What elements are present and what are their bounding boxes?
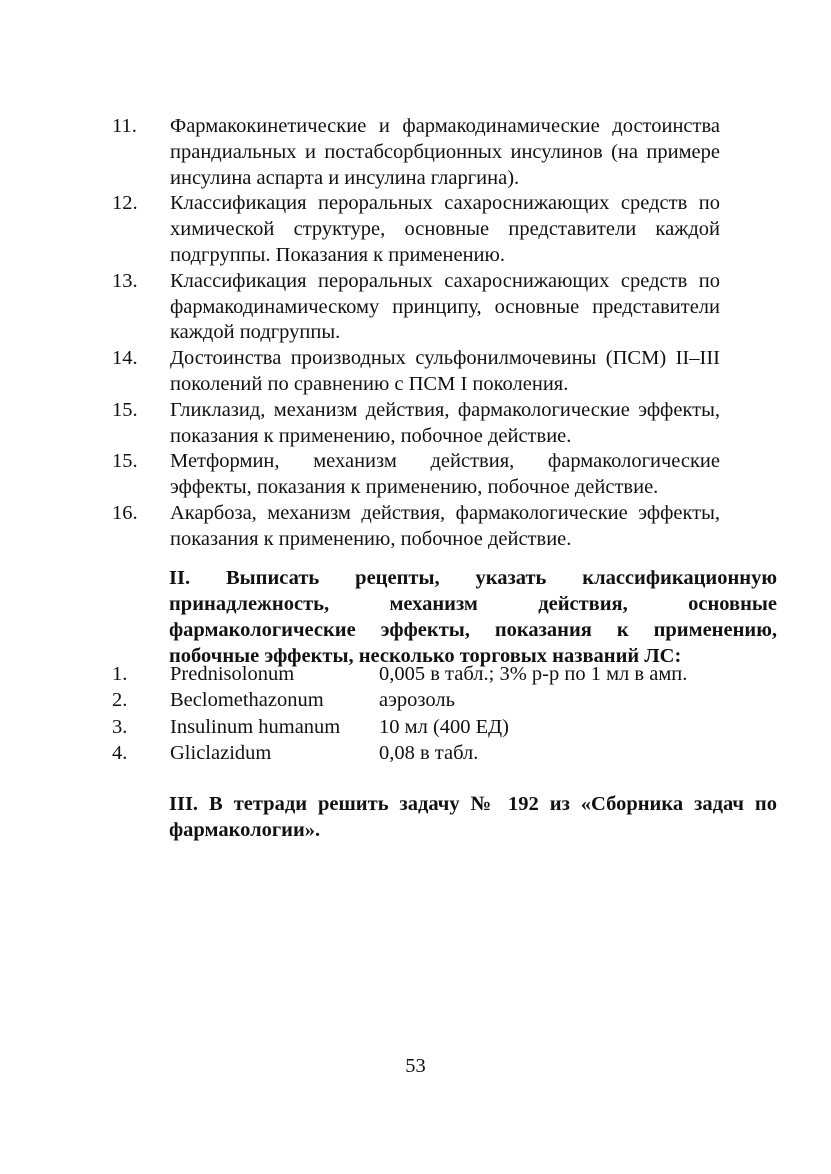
- section-3-title: III. В тетради решить задачу № 192 из «Сборника задач по фармакологии».: [169, 793, 777, 841]
- drug-form: 10 мл (400 ЕД): [379, 715, 509, 738]
- item-number: 4.: [112, 742, 128, 765]
- item-number: 2.: [112, 689, 128, 712]
- list-item: [112, 114, 720, 191]
- item-number: 1.: [112, 663, 128, 685]
- item-number: 12.: [112, 192, 138, 215]
- item-text: Фармакокинетические и фармакодинамические достоинства прандиальных и постабсорбционных инсулинов (на примере инсулина аспарта и инсулина гларгина).: [170, 115, 720, 189]
- item-text: Достоинства производных сульфонилмочевины (ПСМ) II–III поколений по сравнению с ПСМ I поколения.: [170, 347, 720, 395]
- list-item: [112, 501, 720, 553]
- list-item: [112, 346, 720, 398]
- questions-list: [112, 114, 720, 553]
- drug-name: Prednisolonum: [170, 663, 295, 685]
- table-row: [112, 661, 720, 687]
- drug-form: 0,08 в табл.: [379, 742, 479, 765]
- table-row: [112, 687, 720, 713]
- item-number: 15.: [112, 450, 138, 473]
- item-text: Классификация пероральных сахароснижающих средств по фармакодинамическому принципу, основные представители каждой подгруппы.: [170, 269, 720, 344]
- item-text: Гликлазид, механизм действия, фармакологические эффекты, показания к применению, побочное действие.: [170, 398, 720, 447]
- table-row: [112, 740, 720, 766]
- list-item: [112, 191, 720, 268]
- item-text: Метформин, механизм действия, фармакологические эффекты, показания к применению, побочное действие.: [170, 450, 720, 499]
- drug-form: аэрозоль: [379, 689, 455, 712]
- item-text: Акарбоза, механизм действия, фармакологические эффекты, показания к применению, побочное действие.: [170, 501, 720, 550]
- item-number: 3.: [112, 715, 128, 738]
- drug-name: Insulinum humanum: [170, 715, 341, 738]
- list-item: [112, 269, 720, 346]
- drug-name: Gliclazidum: [170, 742, 272, 765]
- item-number: 11.: [112, 115, 137, 137]
- prescriptions-list: [112, 661, 720, 767]
- table-row: [112, 714, 720, 740]
- page-number: 53: [405, 1055, 426, 1077]
- item-text: Классификация пероральных сахароснижающих средств по химической структуре, основные представители каждой подгруппы. Показания к применению.: [170, 192, 720, 266]
- drug-name: Beclomethazonum: [170, 689, 324, 712]
- item-number: 13.: [112, 269, 138, 292]
- item-number: 14.: [112, 347, 138, 370]
- item-number: 16.: [112, 501, 138, 524]
- list-item: [112, 449, 720, 501]
- list-item: [112, 398, 720, 450]
- item-number: 15.: [112, 398, 138, 421]
- drug-form: 0,005 в табл.; 3% р-р по 1 мл в амп.: [379, 663, 688, 685]
- section-2-title: II. Выписать рецепты, указать классификационную принадлежность, механизм действия, основные фармакологические эффекты, показания к применению, побочные эффекты, несколько торговых названий ЛС:: [169, 567, 777, 667]
